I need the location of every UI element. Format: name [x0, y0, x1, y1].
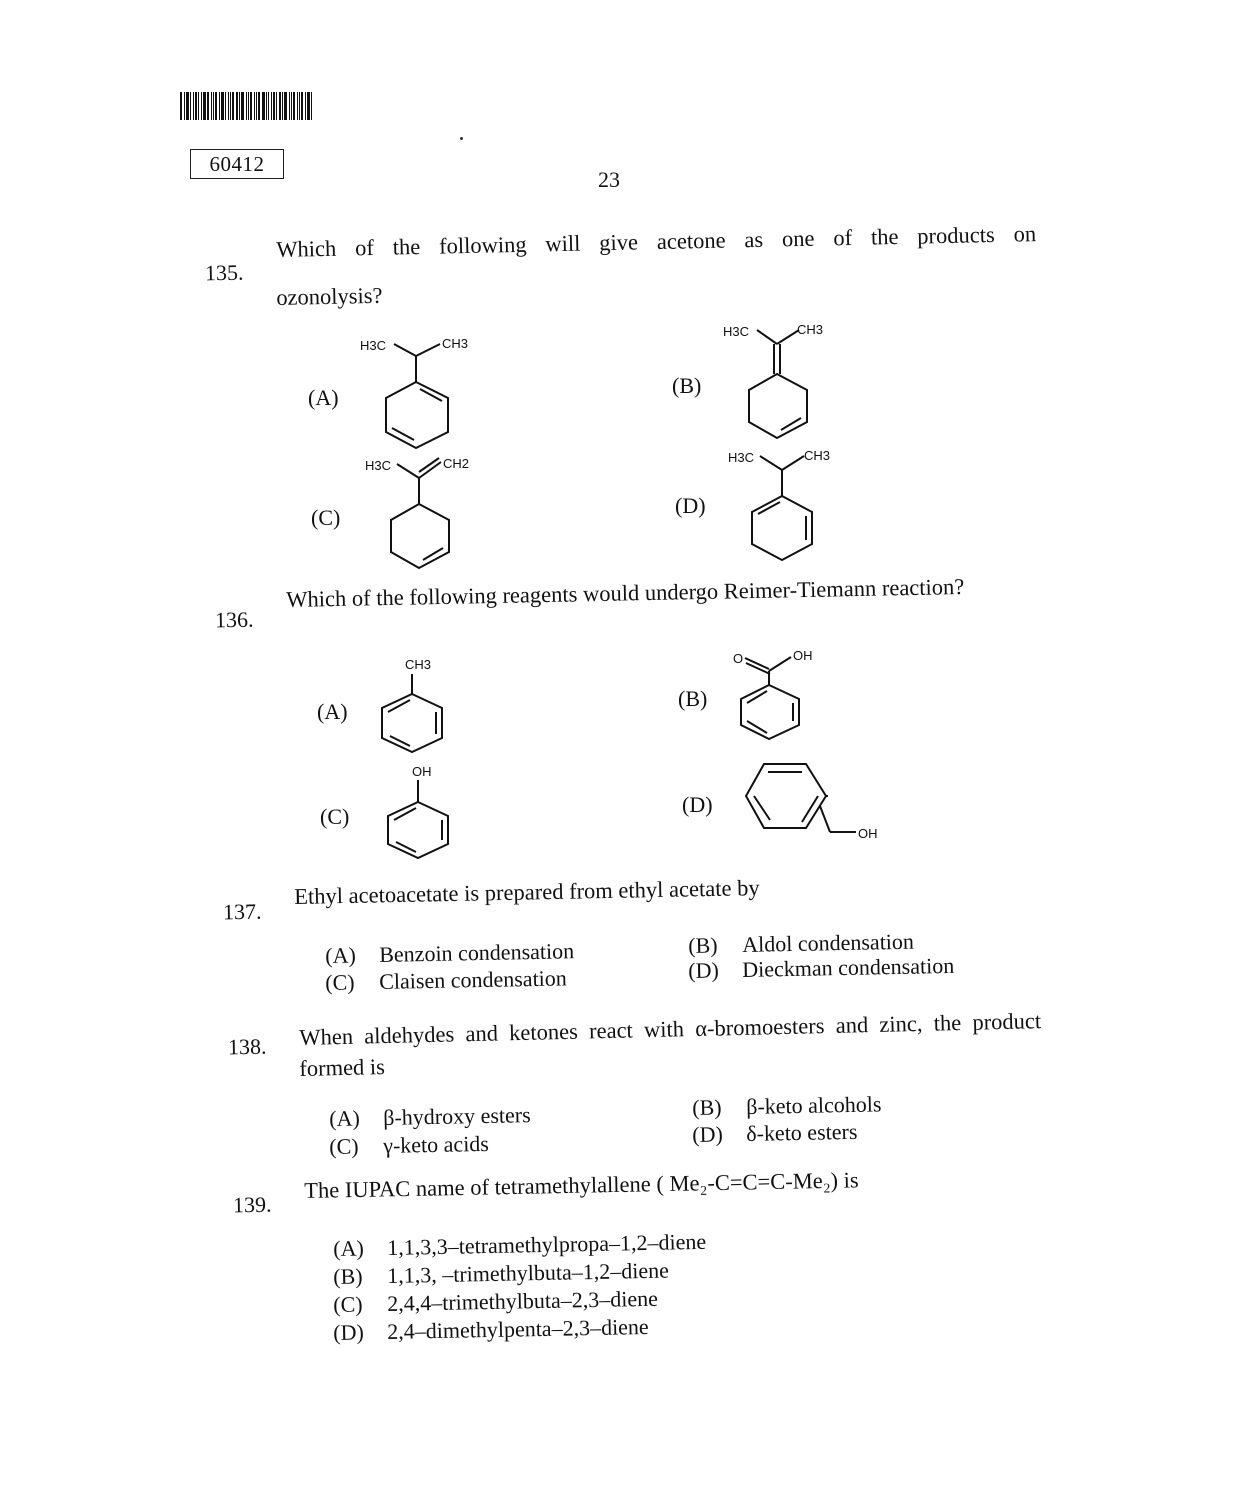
question-text: ozonolysis? [276, 282, 383, 310]
barcode-bar [266, 92, 267, 120]
barcode-bar [184, 92, 185, 120]
barcode-bar [207, 92, 209, 120]
barcode-bar [248, 92, 249, 120]
option-label: (B) [333, 1263, 363, 1289]
structure-label: CH3 [405, 657, 432, 672]
option-label: (C) [320, 804, 350, 829]
option-d [333, 1314, 649, 1346]
option-text: 1,1,3,3–tetramethylpropa–1,2–diene [386, 1228, 707, 1260]
option-d [692, 1119, 858, 1148]
barcode-bar [215, 92, 217, 120]
option-text: 2,4,4–trimethylbuta–2,3–diene [386, 1285, 659, 1316]
barcode-bar [230, 92, 231, 120]
barcode-bar [284, 92, 287, 120]
barcode-bar [256, 92, 257, 120]
barcode-bar [276, 92, 277, 120]
question-text: The IUPAC name of tetramethylallene ( Me₂-C=C=C-Me₂) is [304, 1167, 859, 1203]
option-label: (B) [688, 932, 718, 958]
structure-label: H3C [723, 324, 750, 339]
barcode-bar [213, 92, 214, 120]
barcode-bar [305, 92, 306, 120]
option-label: (C) [333, 1291, 363, 1317]
barcode-bar [254, 92, 255, 120]
option-label: (A) [325, 942, 357, 968]
question-text: Ethyl acetoacetate is prepared from ethyl acetate by [294, 875, 760, 909]
option-label: (D) [688, 957, 720, 983]
barcode-bar [311, 92, 312, 120]
option-structure-benzoic-acid [733, 645, 833, 740]
option-label: (B) [692, 1094, 722, 1120]
barcode-bar [258, 92, 260, 120]
option-text: Aldol condensation [741, 928, 915, 957]
option-c [333, 1286, 658, 1318]
barcode-bar [221, 92, 224, 120]
option-label: (A) [329, 1105, 361, 1131]
barcode-bar [180, 92, 182, 120]
barcode-bar [211, 92, 212, 120]
structure-label: H3C [728, 450, 755, 465]
option-label: (B) [672, 373, 702, 398]
barcode-bar [241, 92, 244, 120]
barcode-bar [186, 92, 189, 120]
barcode-bar [195, 92, 197, 120]
barcode-bar [297, 92, 298, 120]
barcode-bar [279, 92, 281, 120]
option-label: (C) [325, 969, 355, 995]
option-structure-isopropyl-cyclohexene [350, 330, 470, 450]
structure-label: OH [412, 764, 432, 779]
structure-label: CH3 [797, 322, 824, 337]
option-structure-isopropenyl-cyclohexene [355, 448, 480, 560]
barcode-bar [232, 92, 234, 120]
option-structure-phenol [378, 760, 468, 858]
structure-label: H3C [365, 458, 392, 473]
barcode-bar [190, 92, 191, 120]
question-number: 137. [222, 898, 262, 925]
barcode-bar [219, 92, 220, 120]
option-text: 1,1,3, –trimethylbuta–1,2–diene [386, 1257, 670, 1288]
option-structure-isopropylidene-cyclohexene [715, 318, 835, 433]
option-structure-benzyl-alcohol [740, 760, 890, 845]
option-label: (C) [329, 1133, 359, 1159]
structure-label: CH3 [804, 448, 831, 463]
option-structure-isopropyl-cyclohexene [720, 440, 845, 552]
option-text: Dieckman condensation [741, 952, 955, 982]
structure-label: H3C [360, 338, 387, 353]
option-b [692, 1091, 882, 1121]
barcode-bar [236, 92, 238, 120]
option-text: 2,4–dimethylpenta–2,3–diene [386, 1313, 649, 1344]
option-text: γ-keto acids [382, 1130, 490, 1158]
option-label: (A) [333, 1235, 365, 1261]
option-c [329, 1131, 489, 1160]
barcode-bar [289, 92, 290, 120]
option-a [329, 1102, 531, 1132]
option-text: δ-keto esters [745, 1118, 858, 1146]
question-text: Which of the following reagents would undergo Reimer-Tiemann reaction? [286, 573, 965, 612]
option-label: (B) [678, 686, 708, 711]
option-b [333, 1258, 669, 1290]
question-text: Which of the following will give acetone as one of the products on [276, 221, 1037, 262]
option-c [325, 965, 567, 996]
option-label: (D) [682, 792, 713, 817]
question-number: 136. [214, 606, 254, 633]
question-number: 135. [204, 259, 244, 286]
barcode-bar [193, 92, 194, 120]
option-label: (C) [311, 505, 341, 530]
barcode-bar [282, 92, 283, 120]
barcode-bar [299, 92, 300, 120]
question-text: formed is [299, 1054, 386, 1081]
structure-label: O [733, 651, 744, 666]
question-text: When aldehydes and ketones react with α-bromoesters and zinc, the product [299, 1008, 1042, 1050]
barcode-bar [273, 92, 275, 120]
barcode-bar [239, 92, 240, 120]
page-number: 23 [598, 167, 620, 192]
barcode-bar [201, 92, 202, 120]
option-text: Claisen condensation [378, 965, 568, 994]
barcode-bar [203, 92, 206, 120]
option-label: (A) [308, 385, 339, 410]
structure-label: CH2 [443, 456, 470, 471]
barcode [180, 92, 335, 120]
barcode-bar [246, 92, 247, 120]
barcode-bar [225, 92, 226, 120]
barcode-bar [268, 92, 269, 120]
question-number: 138. [227, 1033, 267, 1060]
barcode-bar [291, 92, 292, 120]
option-text: β-hydroxy esters [382, 1102, 531, 1130]
option-d [688, 953, 954, 984]
barcode-bar [271, 92, 272, 120]
barcode-bar [262, 92, 265, 120]
barcode-bar [250, 92, 252, 120]
option-structure-toluene [372, 652, 462, 752]
structure-label: CH3 [442, 336, 469, 351]
option-text: Benzoin condensation [378, 938, 575, 967]
option-a [325, 938, 574, 969]
booklet-code-box: 60412 [190, 149, 284, 179]
barcode-bar [198, 92, 199, 120]
barcode-bar [301, 92, 303, 120]
structure-label: OH [858, 826, 878, 841]
option-text: β-keto alcohols [745, 1091, 882, 1119]
barcode-bar [228, 92, 229, 120]
structure-label: OH [793, 648, 813, 663]
option-label: (D) [692, 1121, 724, 1147]
option-label: (A) [317, 699, 348, 724]
barcode-bar [293, 92, 295, 120]
question-number: 139. [232, 1191, 272, 1218]
option-label: (D) [675, 493, 706, 518]
speck-dot [460, 137, 463, 140]
option-label: (D) [333, 1319, 365, 1345]
barcode-bar [307, 92, 310, 120]
